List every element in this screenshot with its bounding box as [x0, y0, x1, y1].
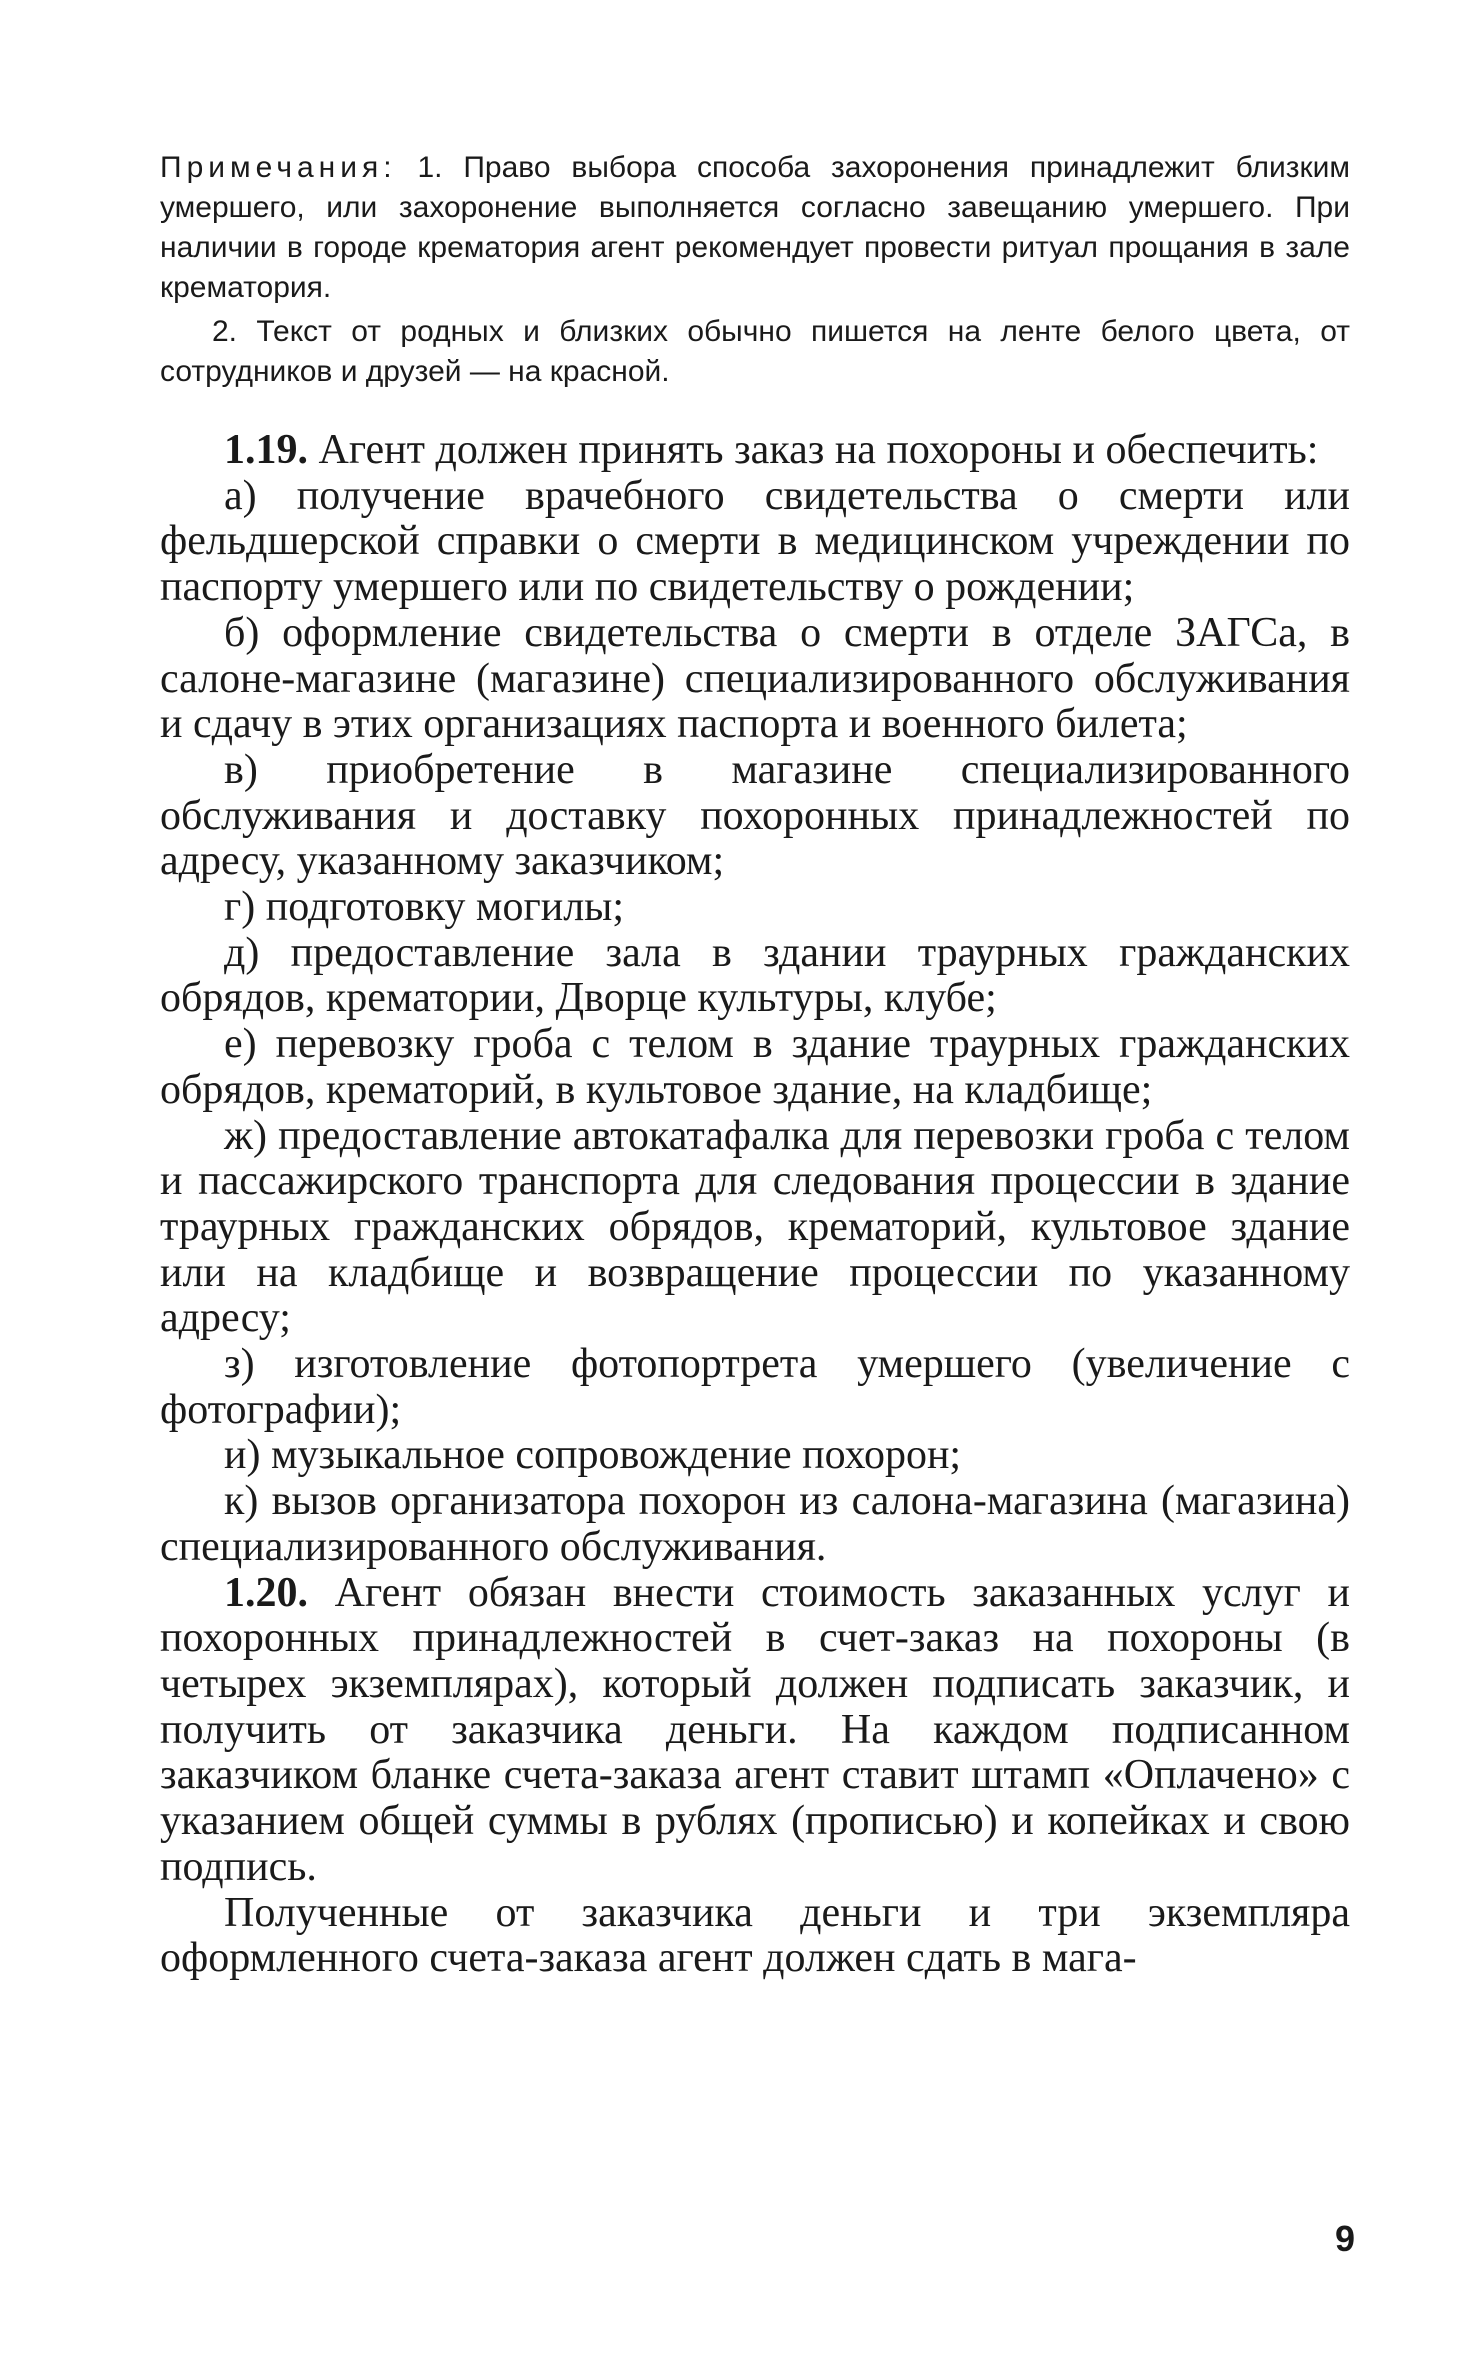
page-number: 9: [1334, 2218, 1355, 2259]
list-item-e: е) перевозку гроба с телом в здание траурных гражданских обрядов, крематорий, в культовое здание, на кладбище;: [160, 1021, 1350, 1113]
notes-block: [160, 148, 1350, 392]
section-1-19-intro-text: Агент должен принять заказ на похороны и обеспечить:: [318, 427, 1319, 473]
list-item-d: д) предоставление зала в здании траурных гражданских обрядов, крематории, Дворце культуры, клубе;: [160, 929, 1350, 1022]
list-item-zh: ж) предоставление автокатафалка для перевозки гроба с телом и пассажирского транспорта для следования процессии в здание траурных гражданских обрядов, крематорий, культовое здание или на кладбище и возвращение процессии по указанному адресу;: [160, 1112, 1350, 1342]
notes-heading: Примечания:: [160, 151, 397, 184]
section-1-19-intro: [160, 428, 1350, 474]
list-item-z: з) изготовление фотопортрета умершего (увеличение с фотографии);: [160, 1341, 1350, 1433]
section-1-20: [160, 1571, 1350, 1891]
main-text: [160, 428, 1350, 1982]
list-item-a: а) получение врачебного свидетельства о смерти или фельдшерской справки о смерти в медицинском учреждении по паспорту умершего или по свидетельству о рождении;: [160, 472, 1350, 611]
list-item-v: в) приобретение в магазине специализированного обслуживания и доставку похоронных принадлежностей по адресу, указанному заказчиком;: [160, 746, 1350, 885]
list-item-k: к) вызов организатора похорон из салона-магазина (магазина) специализированного обслуживания.: [160, 1478, 1350, 1570]
section-1-20-continuation: Полученные от заказчика деньги и три экземпляра оформленного счета-заказа агент должен сдать в мага-: [160, 1889, 1350, 1982]
list-item-i: и) музыкальное сопровождение похорон;: [224, 1432, 962, 1479]
section-1-20-number: 1.20.: [224, 1569, 308, 1616]
note-1-text: 1. Право выбора способа захоронения принадлежит близким умершего, или захоронение выполняется согласно завещанию умершего. При наличии в городе крематория агент рекомендует провести ритуал прощания в зале крематория.: [160, 151, 1350, 304]
note-1: [160, 148, 1350, 308]
section-1-20-text: Агент обязан внести стоимость заказанных услуг и похоронных принадлежностей в счет-заказ на похороны (в четырех экземплярах), который должен подписать заказчик, и получить от заказчика деньги. На каждом подписанном заказчиком бланке счета-заказа агент ставит штамп «Оплачено» с указанием общей суммы в рублях (прописью) и копейках и свою подпись.: [160, 1569, 1351, 1890]
list-item-b: б) оформление свидетельства о смерти в отделе ЗАГСа, в салоне-магазине (магазине) специализированного обслуживания и сдачу в этих организациях паспорта и военного билета;: [160, 609, 1350, 748]
list-item-g: г) подготовку могилы;: [224, 884, 625, 931]
note-2: 2. Текст от родных и близких обычно пишется на ленте белого цвета, от сотрудников и друзей — на красной.: [160, 315, 1350, 388]
section-1-19-number: 1.19.: [224, 427, 308, 473]
